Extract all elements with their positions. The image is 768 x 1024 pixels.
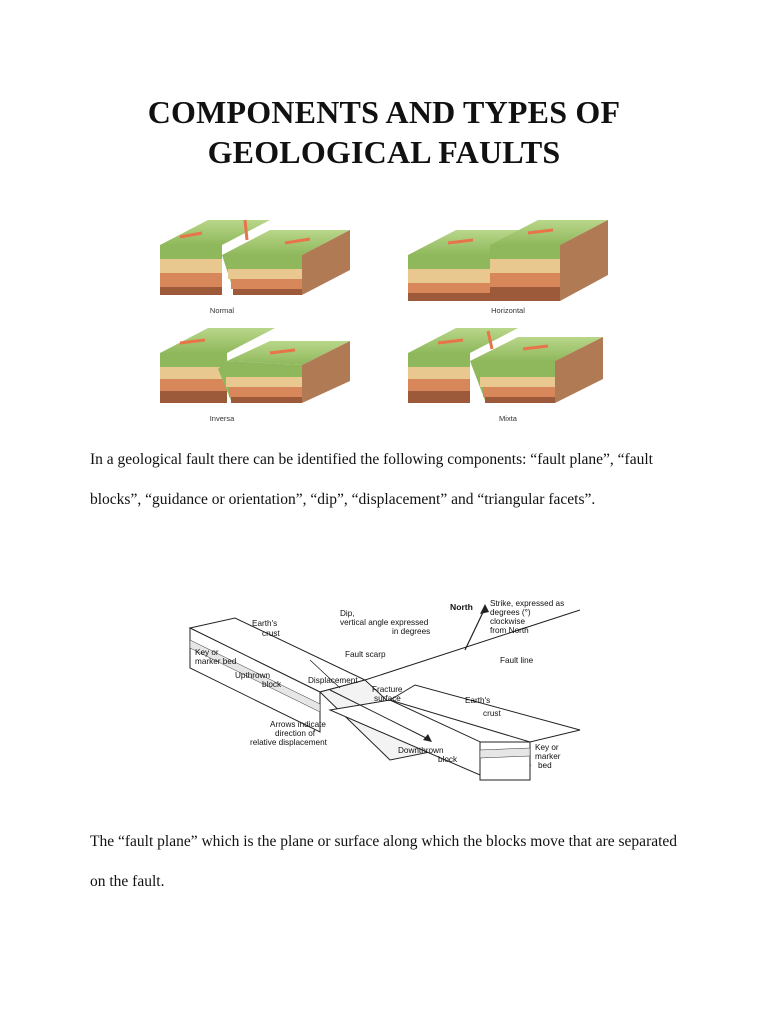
- label-strike-4: from North: [490, 626, 529, 635]
- label-north: North: [450, 602, 473, 612]
- label-fault-line: Fault line: [500, 656, 534, 665]
- normal-fault-block: [160, 220, 350, 315]
- title-line-1: COMPONENTS AND TYPES OF: [147, 94, 621, 130]
- label-earths-crust-right: Earth's: [465, 696, 491, 705]
- oblique-fault-block: [408, 328, 603, 423]
- title-line-2: GEOLOGICAL FAULTS: [207, 134, 561, 170]
- paragraph-components: In a geological fault there can be identified the following components: “fault plane”, “fault blocks”, “guidance or orientation”, “dip”, “displacement” and “triangular facets”.: [90, 451, 653, 508]
- label-dip-3: in degrees: [392, 627, 431, 636]
- label-crust-left: crust: [262, 629, 280, 638]
- label-arrows-1: Arrows indicate: [270, 720, 326, 729]
- label-fault-scarp: Fault scarp: [345, 650, 386, 659]
- label-downthrown-1: Downthrown: [398, 746, 444, 755]
- caption-horizontal: Horizontal: [491, 306, 525, 315]
- label-key-bed-right-2: marker: [535, 752, 561, 761]
- horizontal-fault-block: [408, 220, 608, 315]
- label-crust-right: crust: [483, 709, 501, 718]
- label-dip-2: vertical angle expressed: [340, 618, 429, 627]
- label-arrows-2: direction of: [275, 729, 316, 738]
- label-key-bed-right-1: Key or: [535, 743, 559, 752]
- label-strike-2: degrees (°): [490, 608, 531, 617]
- caption-normal: Normal: [209, 306, 235, 315]
- reverse-fault-block: [160, 328, 350, 423]
- label-arrows-3: relative displacement: [250, 738, 327, 747]
- label-fracture-2: surface: [374, 694, 401, 703]
- label-strike-3: clockwise: [490, 617, 526, 626]
- fault-components-diagram: [180, 590, 600, 790]
- label-displacement: Displacement: [308, 676, 358, 685]
- label-downthrown-2: block: [438, 755, 458, 764]
- label-strike-1: Strike, expressed as: [490, 599, 565, 608]
- page-title: [0, 92, 768, 172]
- label-dip: Dip,: [340, 609, 355, 618]
- label-fracture-1: Fracture: [372, 685, 403, 694]
- label-earths-crust-left: Earth's: [252, 619, 278, 628]
- label-upthrown-1: Upthrown: [235, 671, 271, 680]
- label-upthrown-2: block: [262, 680, 282, 689]
- caption-mixta: Mixta: [499, 414, 517, 423]
- label-key-bed-left-2: marker bed: [195, 657, 237, 666]
- caption-inversa: Inversa: [209, 414, 235, 423]
- label-key-bed-right-3: bed: [538, 761, 552, 770]
- paragraph-fault-plane: The “fault plane” which is the plane or surface along which the blocks move that are separated on the fault.: [90, 833, 678, 890]
- fault-types-figure: [150, 205, 620, 425]
- label-key-bed-left-1: Key or: [195, 648, 219, 657]
